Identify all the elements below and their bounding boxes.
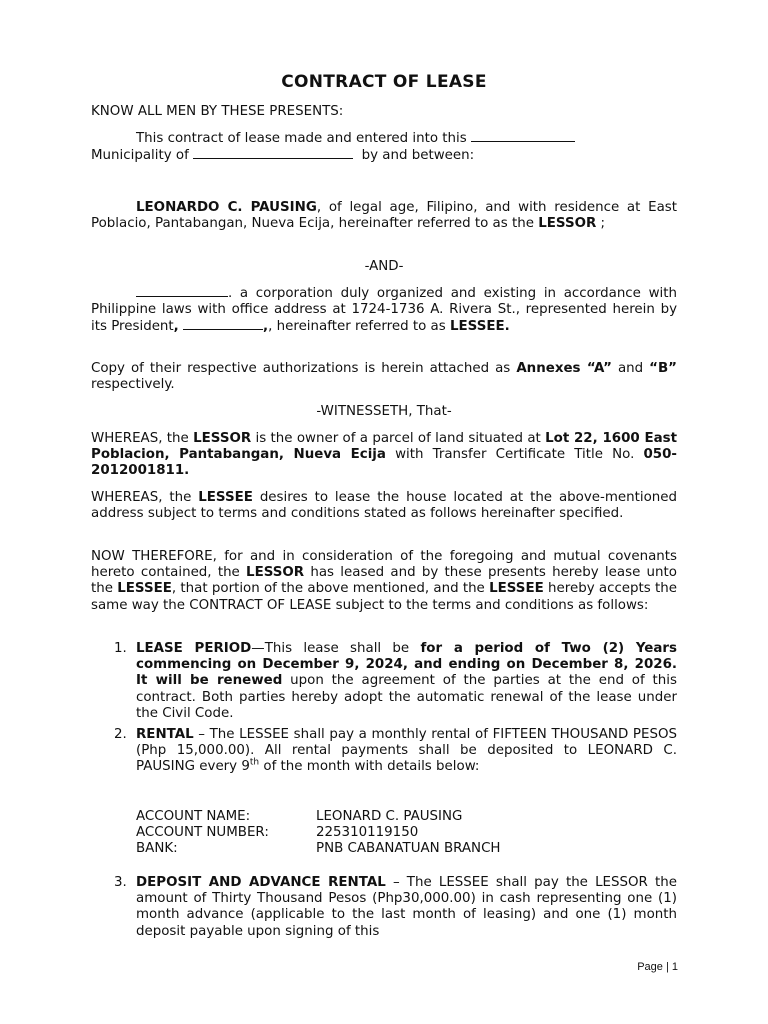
opening-paragraph: This contract of lease made and entered into this Municipality of by and between: xyxy=(91,130,677,164)
municipality-blank xyxy=(193,147,353,159)
page-number: 1 xyxy=(671,961,678,973)
lessee-paragraph: . a corporation duly organized and existing in accordance with Philippine laws with office address at 1724-1736 A. Rivera St., represented herein by its President, ,, hereinafter referred to as LESSEE. xyxy=(91,286,677,335)
account-details xyxy=(136,809,656,858)
lessee-name-blank xyxy=(136,285,228,297)
list-number: 1. xyxy=(114,641,127,656)
annex-paragraph: Copy of their respective authorizations is herein attached as Annexes “A” and “B” respectively. xyxy=(91,361,677,393)
account-row: BANK: PNB CABANATUAN BRANCH xyxy=(136,841,501,857)
list-item-lease-period: 1. LEASE PERIOD—This lease shall be for a period of Two (2) Years commencing on December 9, 2024, and ending on December 8, 2026. It will be renewed upon the agreement of the parties at the end of this contract. Both parties hereby adopt the automatic renewal of the lease under the Civil Code. xyxy=(114,641,677,721)
witnesseth-heading: -WITNESSETH, That- xyxy=(316,404,452,419)
list-number: 2. xyxy=(114,727,127,742)
lessor-paragraph: LEONARDO C. PAUSING, of legal age, Filipino, and with residence at East Poblacio, Pantabangan, Nueva Ecija, hereinafter referred to as the LESSOR ; xyxy=(91,200,677,232)
list-item-rental: 2. RENTAL – The LESSEE shall pay a monthly rental of FIFTEEN THOUSAND PESOS (Php 15,000.00). All rental payments shall be deposited to LEONARD C. PAUSING every 9th of the month with details below: xyxy=(114,727,677,775)
and-separator: -AND- xyxy=(364,259,404,274)
list-number: 3. xyxy=(114,875,127,890)
date-blank xyxy=(471,130,575,142)
account-row: ACCOUNT NAME: LEONARD C. PAUSING xyxy=(136,809,463,824)
whereas-lessee-paragraph: WHEREAS, the LESSEE desires to lease the house located at the above-mentioned address subject to terms and conditions stated as follows hereinafter specified. xyxy=(91,490,677,522)
now-therefore-paragraph: NOW THEREFORE, for and in consideration of the foregoing and mutual covenants hereto contained, the LESSOR has leased and by these presents hereby lease unto the LESSEE, that portion of the above mentioned, and the LESSEE hereby accepts the same way the CONTRACT OF LEASE subject to the terms and conditions as follows: xyxy=(91,549,677,613)
account-row: ACCOUNT NUMBER: 225310119150 xyxy=(136,825,419,841)
president-blank xyxy=(183,318,263,330)
whereas-owner-paragraph: WHEREAS, the LESSOR is the owner of a parcel of land situated at Lot 22, 1600 East Poblacion, Pantabangan, Nueva Ecija with Transfer Certificate Title No. 050-2012001811. xyxy=(91,431,678,479)
list-item-deposit: 3. DEPOSIT AND ADVANCE RENTAL – The LESSEE shall pay the LESSOR the amount of Thirty Thousand Pesos (Php30,000.00) in cash representing one (1) month advance (applicable to the last month of leasing) and one (1) month deposit payable upon signing of this xyxy=(114,875,677,939)
document-title: CONTRACT OF LEASE xyxy=(281,72,487,92)
intro-line: KNOW ALL MEN BY THESE PRESENTS: xyxy=(91,104,344,119)
page-footer: Page | 1 xyxy=(637,961,678,973)
